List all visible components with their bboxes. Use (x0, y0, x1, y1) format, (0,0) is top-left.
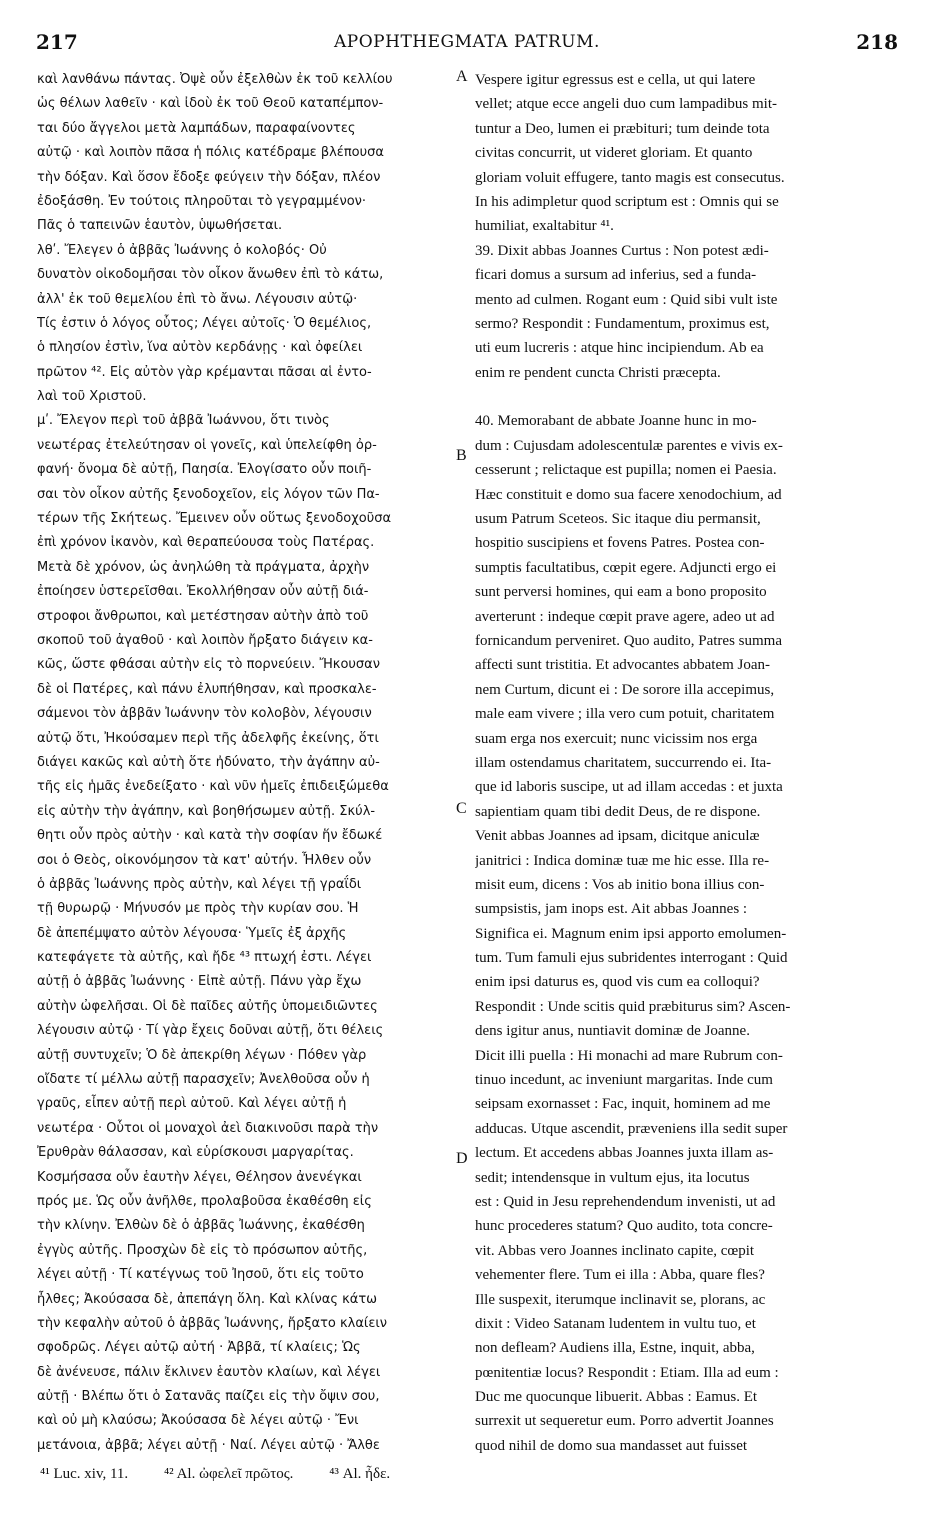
greek-text-line: τέρων τῆς Σκήτεως. Ἔμεινεν οὖν οὕτως ξενοδοχοῦσα (37, 511, 392, 527)
greek-text-line: δυνατὸν οἰκοδομῆσαι τὸν οἶκον ἄνωθεν ἐπὶ τὸ κάτω, (37, 267, 384, 283)
greek-text-line: λέγουσιν αὐτῷ · Τί γὰρ ἔχεις δοῦναι αὐτῇ, ὅτι θέλεις (37, 1023, 384, 1039)
section-marker-b: B (456, 447, 467, 464)
greek-text-line: πρός με. Ὡς οὖν ἀνῆλθε, προλαβοῦσα ἐκαθέσθη εἰς (37, 1193, 372, 1209)
latin-text-line: male eam vivere ; illa vero cum potuit, charitatem (475, 706, 775, 723)
latin-text-line: vellet; atque ecce angeli duo cum lampadibus mit- (475, 96, 777, 113)
greek-text-line: στροφοι ἄνθρωποι, καὶ μετέστησαν αὐτὴν ἀπὸ τοῦ (37, 608, 369, 624)
latin-text-line: dum : Cujusdam adolescentulæ parentes e vivis ex- (475, 437, 783, 454)
section-marker-c: C (456, 800, 467, 817)
greek-text-line: τῇ θυρωρῷ · Μήνυσόν με πρὸς τὴν κυρίαν σου. Ἡ (37, 901, 359, 917)
running-title: APOPHTHEGMATA PATRUM. (334, 32, 600, 52)
greek-text-line: σοι ὁ Θεὸς, οἰκονόμησον τὰ κατ' αὐτήν. Ἦλθεν οὖν (37, 852, 372, 868)
latin-text-column (475, 68, 897, 1458)
greek-text-line: ἐγγὺς αὐτῆς. Προσχὼν δὲ εἰς τὸ πρόσωπον αὐτῆς, (37, 1242, 368, 1258)
greek-text-line: Ἐρυθρὰν θάλασσαν, καὶ εὑρίσκουσι μαργαρίτας. (37, 1145, 354, 1161)
greek-text-line: λέγει αὐτῇ · Τί κατέγνως τοῦ Ἰησοῦ, ὅτι εἰς τοῦτο (37, 1267, 364, 1283)
latin-text-line: sedit; intendensque in vultum ejus, ita locutus (475, 1169, 750, 1186)
footnotes (40, 1466, 900, 1490)
greek-text-line: φανή· ὄνομα δὲ αὐτῇ, Παησία. Ἐλογίσατο οὖν ποιῆ- (37, 462, 372, 478)
greek-text-line: ὡς θέλων λαθεῖν · καὶ ἰδοὺ ἐκ τοῦ Θεοῦ καταπέμπον- (37, 96, 384, 112)
latin-text-line: affecti sunt tristitia. Et advocantes abbatem Joan- (475, 657, 771, 674)
latin-text-line: In his adimpletur quod scriptum est : Omnis qui se (475, 193, 779, 210)
greek-text-line: Μετὰ δὲ χρόνον, ὡς ἀνηλώθη τὰ πράγματα, ἀρχὴν (37, 559, 370, 575)
greek-text-line: ἀλλ' ἐκ τοῦ θεμελίου ἐπὶ τὸ ἄνω. Λέγουσιν αὐτῷ· (37, 291, 358, 307)
right-page-number: 218 (856, 30, 898, 54)
greek-text-line: σαι τὸν οἶκον αὐτῆς ξενοδοχεῖον, εἰς λόγον τῶν Πα- (37, 486, 380, 502)
greek-text-line: δὲ ἀπεπέμψατο αὐτὸν λέγουσα· Ὑμεῖς ἐξ ἀρχῆς (37, 925, 347, 941)
latin-text-line: surrexit ut sequeretur eum. Porro advertit Joannes (475, 1413, 774, 1430)
latin-text-line: hospitio suscipiens et fovens Patres. Postea con- (475, 535, 765, 552)
latin-text-line: vehementer flere. Tum ei illa : Abba, quare fles? (475, 1267, 765, 1284)
greek-text-line: δὲ ἀνένευσε, πάλιν ἔκλινεν ἑαυτὸν κλαίων, καὶ λέγει (37, 1364, 381, 1380)
latin-text-line: Vespere igitur egressus est e cella, ut qui latere (475, 72, 756, 88)
latin-text-line: hunc procederes statum? Quo audito, tota concre- (475, 1218, 773, 1235)
latin-text-line: est : Quid in Jesu reprehendendum invenisti, ut ad (475, 1193, 776, 1210)
latin-text-line: illam ostendamus charitatem, succurrendo ei. Ita- (475, 754, 772, 771)
latin-text-line: enim ipsi daturus es, quod vis cum ea colloqui? (475, 974, 760, 991)
greek-text-line: γραῦς, εἶπεν αὐτῇ περὶ αὐτοῦ. Καὶ λέγει αὐτῇ ἡ (37, 1096, 347, 1112)
greek-text-line: λθʹ. Ἔλεγεν ὁ ἀββᾶς Ἰωάννης ὁ κολοβός· Οὐ (37, 242, 327, 258)
latin-text-line: usum Patrum Sceteos. Sic itaque diu permansit, (475, 511, 761, 528)
latin-text-line: civitas concurrit, ut videret gloriam. Et quanto (475, 145, 753, 162)
greek-text-line: καὶ οὐ μὴ κλαύσω; Ἀκούσασα δὲ λέγει αὐτῷ · Ἔνι (37, 1413, 359, 1429)
greek-text-line: τῆς εἰς ἡμᾶς ἐνεδείξατο · καὶ νῦν ἡμεῖς ἐπιδειξώμεθα (37, 779, 389, 795)
latin-text-line: Hæc constituit e domo sua facere xenodochium, ad (475, 486, 782, 503)
page-header (36, 30, 898, 56)
latin-text-line: que id laboris suscipe, ut ad illam accedas : et juxta (475, 779, 783, 796)
latin-text-line: dixit : Video Satanam ludentem in vultu tuo, et (475, 1315, 756, 1332)
greek-text-column (37, 68, 465, 1458)
latin-text-line: adducas. Utque ascendit, præveniens illa sedit super (475, 1120, 788, 1137)
latin-text-line: Ille suspexit, iterumque inclinavit se, plorans, ac (475, 1291, 766, 1308)
greek-text-line: κῶς, ὥστε φθάσαι αὐτὴν εἰς τὸ πορνεύειν. Ἤκουσαν (37, 657, 380, 673)
greek-text-line: αὐτῇ ὁ ἀββᾶς Ἰωάννης · Εἰπὲ αὐτῇ. Πάνυ γὰρ ἔχω (37, 974, 362, 990)
latin-text-line: tum. Tum famuli ejus subridentes interrogant : Quid (475, 950, 788, 967)
latin-text-line: Duc me quocunque libuerit. Abbas : Eamus. Et (475, 1389, 758, 1406)
greek-text-line: αὐτὴν ὠφελῆσαι. Οἱ δὲ παῖδες αὐτῆς ὑπομειδιῶντες (37, 998, 378, 1014)
latin-text-line: fornicandum perveniret. Quo audito, Patres summa (475, 632, 783, 649)
latin-text-line: uti eum lucreris : atque hinc incipiendum. Ab ea (475, 340, 764, 357)
greek-text-line: Κοσμήσασα οὖν ἑαυτὴν λέγει, Θέλησον ἀνενέγκαι (37, 1169, 362, 1185)
latin-text-line: cesserunt ; relictaque est pupilla; nomen ei Paesia. (475, 462, 777, 479)
latin-text-line: tinuo incedunt, ac inveniunt margaritas. Inde cum (475, 1072, 773, 1089)
latin-text-line: gloriam voluit effugere, tanto magis est consecutus. (475, 169, 785, 186)
latin-text-line: Respondit : Unde scitis quid præbiturus sim? Ascen- (475, 998, 791, 1015)
latin-text-line: enim re pendent cuncta Christi præcepta. (475, 364, 721, 381)
greek-text-line: ἐποίησεν ὑστερεῖσθαι. Ἐκολλήθησαν οὖν αὐτῇ διά- (37, 584, 369, 600)
latin-text-line: sermo? Respondit : Fundamentum, proximus est, (475, 315, 770, 332)
latin-text-line: pœnitentiæ locus? Respondit : Etiam. Illa ad eum : (475, 1364, 779, 1381)
greek-text-line: αὐτῇ · Βλέπω ὅτι ὁ Σατανᾶς παίζει εἰς τὴν ὄψιν σου, (37, 1389, 380, 1405)
greek-text-line: σκοποῦ τοῦ ἀγαθοῦ · καὶ λοιπὸν ἤρξατο διάγειν κα- (37, 632, 373, 648)
greek-text-line: νεωτέρας ἐτελεύτησαν οἱ γονεῖς, καὶ ὑπελείφθη ὀρ- (37, 437, 377, 453)
greek-text-line: ἐπὶ χρόνον ἱκανὸν, καὶ θεραπεύουσα τοὺς Πατέρας. (37, 535, 375, 551)
greek-text-line: θητι οὖν πρὸς αὐτὴν · καὶ κατὰ τὴν σοφίαν ἥν ἔδωκέ (37, 828, 383, 844)
latin-text-line: 39. Dixit abbas Joannes Curtus : Non potest ædi- (475, 242, 769, 259)
latin-text-line: averterunt : indeque cœpit prave agere, adeo ut ad (475, 608, 775, 625)
latin-text-line: sunt perversi homines, qui eam a bono proposito (475, 584, 767, 601)
greek-text-line: μετάνοια, ἀββᾶ; λέγει αὐτῇ · Ναί. Λέγει αὐτῷ · Ἄλθε (37, 1437, 380, 1453)
latin-text-line: ficari domus a sursum ad inferius, sed a funda- (475, 267, 757, 284)
latin-text-line: non defleam? Audiens illa, Estne, inquit, abba, (475, 1340, 755, 1357)
greek-text-line: τὴν κεφαλὴν αὐτοῦ ὁ ἀββᾶς Ἰωάννης, ἤρξατο κλαίειν (37, 1315, 388, 1331)
greek-text-line: εἰς αὐτὴν τὴν ἀγάπην, καὶ βοηθήσωμεν αὐτῇ. Σκύλ- (37, 803, 376, 819)
footnote-43: ⁴³ Al. ἦδε. (329, 1466, 391, 1482)
greek-text-line: οἴδατε τί μέλλω αὐτῇ παρασχεῖν; Ἀνελθοῦσα οὖν ἡ (37, 1072, 370, 1088)
latin-text-line: nem Curtum, dicunt ei : De sorore illa accepimus, (475, 681, 775, 698)
latin-text-line: quod nihil de domo sua mandasset aut fuisset (475, 1437, 748, 1454)
latin-text-line: 40. Memorabant de abbate Joanne hunc in mo- (475, 413, 757, 430)
greek-text-line: ὁ ἀββᾶς Ἰωάννης πρὸς αὐτὴν, καὶ λέγει τῇ γραΐδι (37, 876, 362, 892)
latin-text-line: janitrici : Indica dominæ tuæ me hic esse. Illa re- (475, 852, 770, 869)
footnote-42: ⁴² Al. ὠφελεῖ πρῶτος. (163, 1466, 294, 1482)
latin-text-line: seipsam exornasset : Fac, inquit, hominem ad me (475, 1096, 771, 1113)
latin-text-line: vit. Abbas vero Joannes inclinato capite, cœpit (475, 1242, 755, 1259)
latin-paragraph-gap (475, 385, 897, 409)
latin-text-line: humiliat, exaltabitur ⁴¹. (475, 218, 614, 235)
greek-text-line: ὁ πλησίον ἐστὶν, ἵνα αὐτὸν κερδάνῃς · καὶ ὀφείλει (37, 340, 363, 356)
greek-text-line: νεωτέρα · Οὗτοι οἱ μοναχοὶ ἀεὶ διακινοῦσι παρὰ τὴν (37, 1120, 379, 1136)
latin-text-line: sumptis facultatibus, cœpit egere. Adjuncti ergo ei (475, 559, 777, 576)
greek-text-line: δὲ οἱ Πατέρες, καὶ πάνυ ἐλυπήθησαν, καὶ προσκαλε- (37, 681, 377, 697)
greek-text-line: ἦλθες; Ἀκούσασα δὲ, ἀπεπάγη ὅλη. Καὶ κλίνας κάτω (37, 1291, 378, 1307)
latin-text-line: mento ad culmen. Rogant eum : Quid sibi vult iste (475, 291, 778, 308)
greek-text-line: καὶ λανθάνω πάντας. Ὀψὲ οὖν ἐξελθὼν ἐκ τοῦ κελλίου (37, 72, 393, 87)
latin-text-line: sapientiam quam tibi dedit Deus, de re dispone. (475, 803, 761, 820)
latin-text-line: suam erga nos exercuit; nunc vicissim nos erga (475, 730, 758, 747)
latin-text-line: dens igitur anus, nuntiavit dominæ de Joanne. (475, 1023, 750, 1040)
greek-text-line: τὴν δόξαν. Καὶ ὅσον ἔδοξε φεύγειν τὴν δόξαν, πλέον (37, 169, 381, 185)
latin-text-line: tuntur a Deo, lumen ei præbituri; tum deinde tota (475, 120, 770, 137)
latin-text-line: lectum. Et accedens abbas Joannes juxta illam as- (475, 1145, 774, 1162)
greek-text-line: αὐτῷ · καὶ λοιπὸν πᾶσα ἡ πόλις κατέδραμε βλέπουσα (37, 145, 384, 161)
greek-text-line: διάγει κακῶς καὶ αὐτὴ ὅτε ἠδύνατο, τὴν ἀγάπην αὐ- (37, 754, 380, 770)
greek-text-line: ἐδοξάσθη. Ἐν τούτοις πληροῦται τὸ γεγραμμένον· (37, 193, 367, 209)
greek-text-line: σφοδρῶς. Λέγει αὐτῷ αὐτή · Ἀββᾶ, τί κλαίεις; Ὡς (37, 1340, 361, 1356)
greek-text-line: σάμενοι τὸν ἀββᾶν Ἰωάννην τὸν κολοβὸν, λέγουσιν (37, 706, 372, 722)
greek-text-line: λαὶ τοῦ Χριστοῦ. (37, 389, 147, 405)
latin-text-line: Dicit illi puella : Hi monachi ad mare Rubrum con- (475, 1047, 783, 1064)
greek-text-line: αὐτῇ συντυχεῖν; Ὁ δὲ ἀπεκρίθη λέγων · Πόθεν γὰρ (37, 1047, 367, 1063)
greek-text-line: Τίς ἐστιν ὁ λόγος οὗτος; Λέγει αὐτοῖς· Ὁ θεμέλιος, (37, 315, 372, 331)
greek-text-line: πρῶτον ⁴². Εἰς αὐτὸν γὰρ κρέμανται πᾶσαι αἱ ἐντο- (37, 364, 372, 380)
greek-text-line: ται δύο ἄγγελοι μετὰ λαμπάδων, παραφαίνοντες (37, 120, 356, 136)
greek-text-line: τὴν κλίνην. Ἐλθὼν δὲ ὁ ἀββᾶς Ἰωάννης, ἐκαθέσθη (37, 1218, 365, 1234)
latin-text-line: Venit abbas Joannes ad ipsam, dicitque aniculæ (475, 828, 760, 845)
greek-text-line: αὐτῷ ὅτι, Ἠκούσαμεν περὶ τῆς ἀδελφῆς ἐκείνης, ὅτι (37, 730, 379, 746)
greek-text-line: Πᾶς ὁ ταπεινῶν ἑαυτὸν, ὑψωθήσεται. (37, 218, 283, 234)
section-marker-d: D (456, 1150, 468, 1167)
greek-text-line: κατεφάγετε τὰ αὐτῆς, καὶ ἤδε ⁴³ πτωχή ἐστι. Λέγει (37, 950, 372, 966)
section-marker-a: A (456, 68, 468, 85)
latin-text-line: sumpsistis, jam inops est. Ait abbas Joannes : (475, 901, 748, 918)
latin-text-line: misit eum, dicens : Vos ab initio bona illius con- (475, 876, 765, 893)
left-page-number: 217 (36, 30, 78, 54)
greek-text-line: μʹ. Ἔλεγον περὶ τοῦ ἀββᾶ Ἰωάννου, ὅτι τινὸς (37, 413, 330, 429)
footnote-41: ⁴¹ Luc. xiv, 11. (40, 1466, 129, 1482)
latin-text-line: Significa ei. Magnum enim ipsi apporto emolumen- (475, 925, 787, 942)
